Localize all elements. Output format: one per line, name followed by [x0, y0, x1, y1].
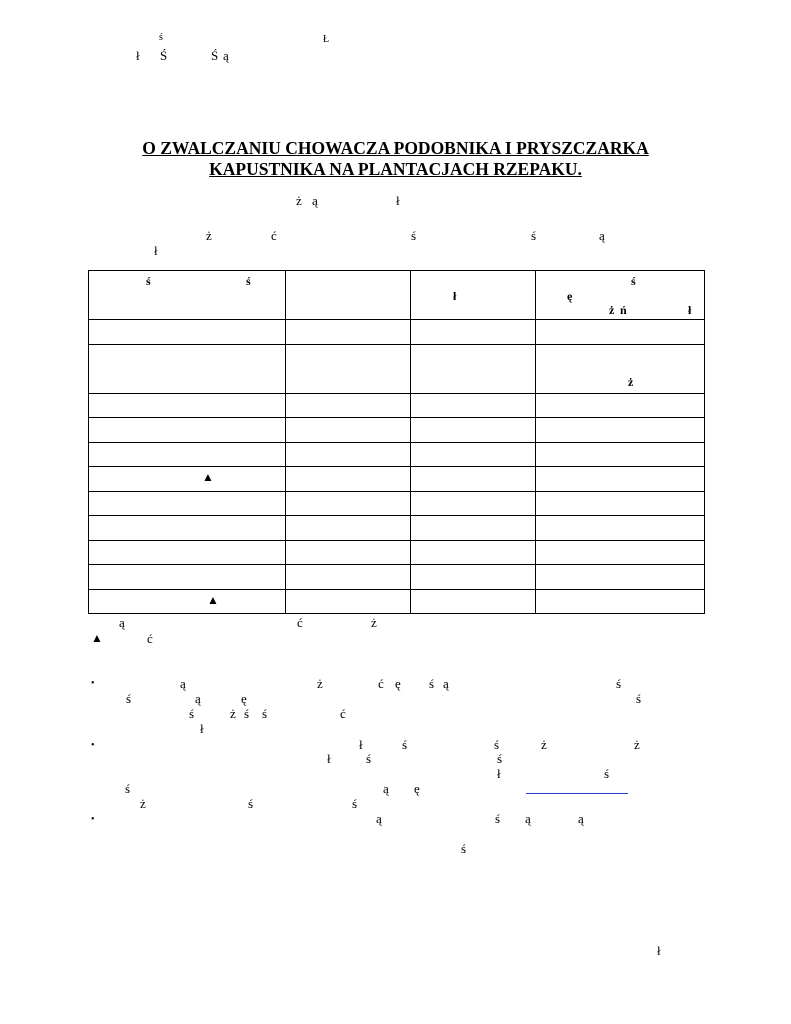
- header-mark: ł: [136, 48, 140, 63]
- bullet-mark: ś: [495, 811, 501, 826]
- intro-mark: ł: [154, 243, 158, 258]
- table-cell: [536, 516, 705, 541]
- table-row: [89, 491, 705, 516]
- cell-mark: ś: [631, 274, 636, 288]
- table-cell: [89, 418, 286, 443]
- data-table: [88, 270, 705, 614]
- cell-mark: ś: [146, 274, 151, 288]
- bullet-mark: ą: [578, 811, 584, 826]
- table-cell: [536, 467, 705, 492]
- cell-mark: ś: [246, 274, 251, 288]
- table-cell: [411, 320, 536, 345]
- header-mark: Ł: [323, 34, 330, 45]
- table-cell: [286, 271, 411, 320]
- table-cell: [411, 442, 536, 467]
- table-cell: [89, 467, 286, 492]
- intro-mark: ć: [271, 228, 277, 243]
- table-row: [89, 540, 705, 565]
- bullet-mark: ś: [244, 706, 250, 721]
- bullet-mark: ś: [262, 706, 268, 721]
- bullet-icon: •: [91, 678, 95, 689]
- table-cell: [286, 540, 411, 565]
- footnote-mark: ć: [147, 631, 153, 646]
- table-cell: [286, 418, 411, 443]
- table-cell: [89, 442, 286, 467]
- page-number: ł: [657, 943, 661, 958]
- table-cell: [89, 344, 286, 393]
- bullet-icon: •: [91, 740, 95, 751]
- bullet-mark: ł: [327, 751, 331, 766]
- triangle-icon: ▲: [207, 592, 219, 607]
- bullet-mark: ś: [248, 796, 254, 811]
- header-mark: ą: [223, 48, 229, 63]
- bullet-mark: ś: [352, 796, 358, 811]
- footnote-mark: ą: [119, 615, 125, 630]
- subtitle-mark: ż: [296, 193, 302, 208]
- bullet-mark: ą: [195, 691, 201, 706]
- bullet-mark: ś: [604, 766, 610, 781]
- table-cell: [536, 418, 705, 443]
- table-cell: [286, 393, 411, 418]
- header-mark: Ś: [160, 48, 168, 63]
- subtitle-mark: ą: [312, 193, 318, 208]
- bullet-mark: ę: [414, 781, 420, 796]
- bullet-icon: •: [91, 814, 95, 825]
- table-cell: [89, 271, 286, 320]
- triangle-icon: ▲: [91, 631, 103, 645]
- table-row: [89, 442, 705, 467]
- bullet-mark: ś: [616, 676, 622, 691]
- table-cell: [536, 565, 705, 590]
- table-cell: [536, 589, 705, 614]
- cell-mark: ł: [453, 289, 457, 303]
- cell-mark: ż: [609, 303, 615, 317]
- header-mark: Ś: [211, 48, 219, 63]
- table-row: [89, 589, 705, 614]
- table-cell: [411, 418, 536, 443]
- hyperlink-underline[interactable]: [526, 793, 628, 794]
- table-row: [89, 320, 705, 345]
- table-cell: [411, 393, 536, 418]
- table-cell: [411, 540, 536, 565]
- cell-mark: ę: [567, 289, 573, 303]
- table-cell: [286, 491, 411, 516]
- table-row: [89, 393, 705, 418]
- bullet-mark: ę: [241, 691, 247, 706]
- table-cell: [89, 565, 286, 590]
- bullet-mark: ą: [525, 811, 531, 826]
- cell-mark: ń: [620, 303, 627, 317]
- bullet-mark: ś: [636, 691, 642, 706]
- table-cell: [411, 516, 536, 541]
- table-cell: [536, 344, 705, 393]
- table-cell: [536, 442, 705, 467]
- bullet-mark: ł: [497, 766, 501, 781]
- bullet-mark: ł: [359, 737, 363, 752]
- page-title: [0, 138, 791, 180]
- bullet-mark: ę: [395, 676, 401, 691]
- bullet-mark: ś: [429, 676, 435, 691]
- table-cell: [286, 589, 411, 614]
- bullet-mark: ś: [125, 781, 131, 796]
- bullet-mark: ś: [126, 691, 132, 706]
- table-cell: [286, 565, 411, 590]
- table-cell: [286, 344, 411, 393]
- bullet-mark: ż: [541, 737, 547, 752]
- intro-mark: ż: [206, 228, 212, 243]
- bullet-mark: ś: [402, 737, 408, 752]
- bullet-mark: ą: [443, 676, 449, 691]
- footnote-mark: ż: [371, 615, 377, 630]
- table-cell: [89, 589, 286, 614]
- table-cell: [89, 491, 286, 516]
- bullet-mark: ą: [383, 781, 389, 796]
- bullet-mark: ś: [461, 841, 467, 856]
- triangle-icon: ▲: [202, 470, 214, 484]
- table-cell: [411, 271, 536, 320]
- table-cell: [411, 344, 536, 393]
- bullet-mark: ą: [376, 811, 382, 826]
- bullet-mark: ż: [230, 706, 236, 721]
- table-cell: [411, 491, 536, 516]
- bullet-mark: ś: [494, 737, 500, 752]
- table-cell: [286, 516, 411, 541]
- bullet-mark: ć: [378, 676, 384, 691]
- bullet-mark: ą: [180, 676, 186, 691]
- table-cell: [286, 320, 411, 345]
- table-cell: [411, 467, 536, 492]
- table-cell: [411, 589, 536, 614]
- table-row: [89, 418, 705, 443]
- bullet-mark: ś: [366, 751, 372, 766]
- table-header-row: [89, 271, 705, 320]
- title-line-2: KAPUSTNIKA NA PLANTACJACH RZEPAKU.: [209, 159, 582, 179]
- table-cell: [286, 467, 411, 492]
- table-cell: [536, 540, 705, 565]
- table-cell: [536, 393, 705, 418]
- table-cell: [89, 516, 286, 541]
- bullet-mark: ś: [497, 751, 503, 766]
- table-row: [89, 467, 705, 492]
- table-row: [89, 516, 705, 541]
- table-cell: [411, 565, 536, 590]
- cell-mark: ż: [628, 374, 634, 389]
- bullet-mark: ł: [200, 721, 204, 736]
- bullet-mark: ś: [189, 706, 195, 721]
- table-cell: [89, 320, 286, 345]
- cell-mark: ł: [688, 303, 692, 317]
- title-line-1: O ZWALCZANIU CHOWACZA PODOBNIKA I PRYSZCZARKA: [142, 138, 649, 158]
- bullet-mark: ż: [317, 676, 323, 691]
- table-cell: [536, 491, 705, 516]
- intro-mark: ś: [531, 228, 537, 243]
- subtitle-mark: ł: [396, 193, 400, 208]
- table-row: [89, 565, 705, 590]
- footnote-mark: ć: [297, 615, 303, 630]
- bullet-mark: ć: [340, 706, 346, 721]
- table-row: [89, 344, 705, 393]
- table-cell: [89, 540, 286, 565]
- intro-mark: ś: [411, 228, 417, 243]
- bullet-mark: ż: [140, 796, 146, 811]
- table-cell: [286, 442, 411, 467]
- header-mark: ś: [159, 32, 163, 43]
- bullet-mark: ż: [634, 737, 640, 752]
- table-cell: [536, 271, 705, 320]
- table-cell: [89, 393, 286, 418]
- intro-mark: ą: [599, 228, 605, 243]
- table-cell: [536, 320, 705, 345]
